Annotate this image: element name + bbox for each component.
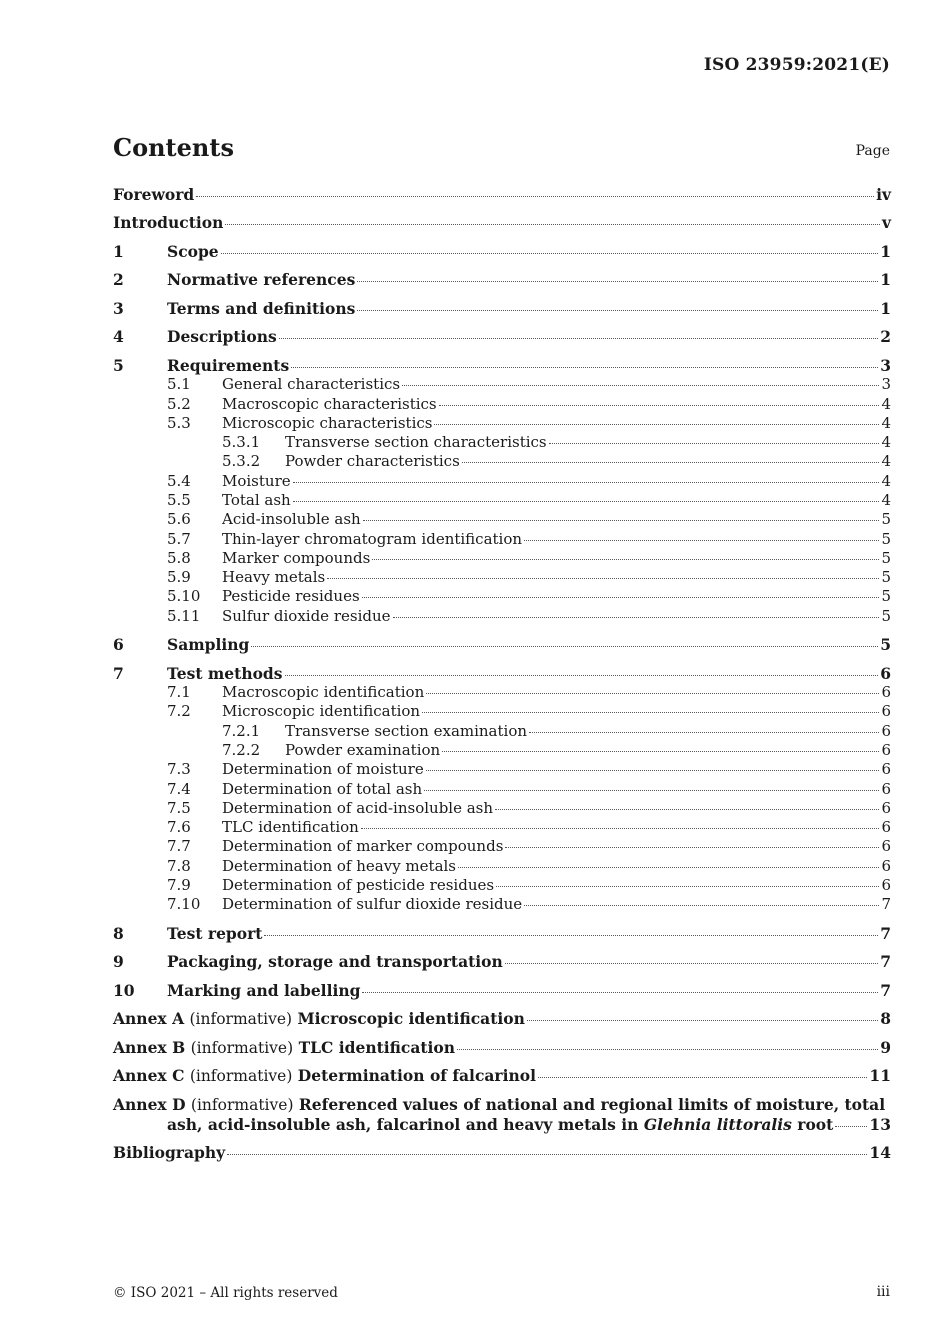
annex-title-line-2a: ash, acid-insoluble ash, falcarinol and heavy metals in (167, 1114, 639, 1134)
toc-title: Bibliography (113, 1143, 226, 1163)
toc-page: 6 (881, 818, 891, 837)
toc-page: 6 (881, 760, 891, 779)
toc-page: 11 (869, 1066, 891, 1086)
toc-page: 5 (881, 529, 891, 548)
dot-leader (496, 885, 879, 887)
toc-number: 7.9 (167, 876, 191, 894)
toc-entry-5-3-2[interactable] (113, 452, 891, 471)
toc-entry-5-8[interactable] (113, 549, 891, 568)
toc-entry-scope[interactable] (113, 242, 891, 261)
toc-page: 4 (881, 490, 891, 509)
toc-page: iv (876, 185, 891, 204)
toc-entry-5-11[interactable] (113, 607, 891, 626)
toc-page: 7 (880, 980, 891, 1000)
toc-title: Determination of heavy metals (222, 856, 457, 875)
annex-label: Annex D (113, 1094, 186, 1114)
dot-leader (457, 1048, 878, 1050)
dot-leader (538, 1076, 867, 1078)
toc-page: 6 (880, 663, 891, 683)
species-name: Glehnia littoralis (643, 1114, 792, 1134)
toc-title: Macroscopic characteristics (222, 394, 437, 413)
toc-page: 1 (880, 270, 891, 290)
dot-leader (291, 366, 878, 368)
toc-title: Acid-insoluble ash (222, 510, 361, 529)
toc-page: 7 (880, 952, 891, 972)
toc-title: Determination of sulfur dioxide residue (222, 895, 523, 914)
toc-entry-7-9[interactable] (113, 876, 891, 895)
toc-page: 14 (869, 1143, 891, 1163)
toc-number: 5.1 (167, 375, 191, 394)
toc-number: 5.10 (167, 587, 201, 606)
toc-number: 6 (113, 635, 124, 655)
toc-page: 6 (881, 837, 891, 856)
toc-entry-packaging[interactable] (113, 952, 891, 971)
toc-title: Macroscopic identification (222, 683, 425, 702)
dot-leader (402, 384, 879, 386)
toc-number: 7 (113, 663, 124, 683)
annex-title: Determination of falcarinol (297, 1066, 536, 1086)
toc-title: Determination of total ash (222, 779, 423, 798)
toc-entry-7-7[interactable] (113, 837, 891, 856)
dot-leader (505, 846, 879, 848)
dot-leader (357, 309, 878, 311)
toc-entry-5-4[interactable] (113, 472, 891, 491)
dot-leader (264, 934, 878, 936)
toc-entry-7-10[interactable] (113, 895, 891, 914)
dot-leader (426, 692, 879, 694)
toc-entry-terms-and-definitions[interactable] (113, 299, 891, 318)
annex-kind: (informative) (190, 1038, 294, 1057)
toc-page: 5 (880, 635, 891, 655)
table-of-contents (113, 185, 891, 1163)
toc-entry-7-2-2[interactable] (113, 741, 891, 760)
annex-d-line-2 (113, 1115, 891, 1134)
toc-page: 5 (881, 568, 891, 587)
toc-title: Test methods (167, 663, 283, 683)
toc-entry-requirements[interactable] (113, 356, 891, 375)
dot-leader (835, 1125, 867, 1127)
dot-leader (227, 1153, 867, 1155)
toc-page: 4 (881, 394, 891, 413)
dot-leader (327, 577, 879, 579)
dot-leader (434, 423, 879, 425)
toc-entry-normative-references[interactable] (113, 270, 891, 289)
toc-title: Foreword (113, 185, 195, 204)
annex-kind: (informative) (189, 1010, 293, 1029)
dot-leader (458, 866, 879, 868)
dot-leader (439, 404, 880, 406)
toc-title: Introduction (113, 213, 224, 233)
annex-title-line-2b: root (797, 1114, 834, 1134)
toc-page: 5 (881, 510, 891, 529)
toc-number: 5.5 (167, 490, 191, 509)
toc-title: Microscopic identification (222, 702, 421, 721)
dot-leader (251, 645, 878, 647)
toc-title: Determination of acid-insoluble ash (222, 798, 494, 817)
dot-leader (505, 962, 878, 964)
toc-entry-annex-b[interactable] (113, 1038, 891, 1057)
toc-title: Pesticide residues (222, 587, 360, 606)
toc-number: 7.1 (167, 683, 191, 702)
dot-leader (393, 616, 880, 618)
toc-entry-7-3[interactable] (113, 760, 891, 779)
toc-title: Transverse section characteristics (285, 433, 547, 452)
toc-number: 3 (113, 298, 124, 318)
dot-leader (225, 223, 880, 225)
toc-page: 4 (881, 471, 891, 490)
toc-page: 6 (881, 856, 891, 875)
dot-leader (363, 519, 880, 521)
toc-entry-5-7[interactable] (113, 530, 891, 549)
toc-title: Requirements (167, 355, 290, 375)
toc-number: 7.10 (167, 895, 201, 914)
annex-label: Annex A (113, 1009, 185, 1029)
dot-leader (524, 904, 879, 906)
toc-page: 6 (881, 740, 891, 759)
toc-number: 5.11 (167, 606, 201, 625)
page-number: iii (876, 1284, 890, 1300)
toc-page: 13 (869, 1114, 891, 1134)
toc-page: 3 (881, 375, 891, 394)
toc-title: Terms and definitions (167, 298, 356, 318)
toc-page: 5 (881, 606, 891, 625)
toc-title: Scope (167, 241, 219, 261)
toc-page: 6 (881, 779, 891, 798)
dot-leader (362, 596, 880, 598)
toc-page: 9 (880, 1037, 891, 1057)
toc-number: 5 (113, 355, 124, 375)
copyright-notice: © ISO 2021 – All rights reserved (113, 1285, 338, 1301)
toc-title: Powder examination (285, 740, 441, 759)
toc-entry-7-2[interactable] (113, 702, 891, 721)
toc-entry-annex-c[interactable] (113, 1066, 891, 1085)
toc-page: 7 (881, 895, 891, 914)
dot-leader (524, 539, 879, 541)
toc-number: 7.2.1 (222, 721, 261, 740)
toc-title: General characteristics (222, 375, 401, 394)
dot-leader (426, 769, 880, 771)
dot-leader (362, 991, 878, 993)
annex-title: TLC identification (298, 1037, 456, 1057)
dot-leader (527, 1019, 878, 1021)
dot-leader (372, 558, 879, 560)
annex-kind: (informative) (189, 1067, 293, 1086)
toc-title: Moisture (222, 471, 291, 490)
toc-title (113, 1066, 536, 1086)
annex-kind: (informative) (190, 1095, 294, 1114)
toc-number: 7.7 (167, 837, 191, 856)
toc-page: v (881, 213, 891, 233)
dot-leader (495, 808, 879, 810)
toc-page: 6 (881, 702, 891, 721)
toc-number: 10 (113, 980, 135, 1000)
toc-number: 5.4 (167, 471, 191, 490)
toc-entry-7-2-1[interactable] (113, 722, 891, 741)
toc-number: 5.3.2 (222, 452, 261, 471)
toc-number: 5.9 (167, 568, 191, 587)
toc-title: Sulfur dioxide residue (222, 606, 391, 625)
toc-number: 7.5 (167, 798, 191, 817)
toc-entry-5-6[interactable] (113, 510, 891, 529)
toc-number: 9 (113, 952, 124, 972)
annex-title-line-1: Referenced values of national and regional limits of moisture, total (298, 1094, 886, 1114)
toc-entry-test-methods[interactable] (113, 664, 891, 683)
toc-entry-foreword[interactable] (113, 185, 891, 204)
toc-number: 8 (113, 923, 124, 943)
toc-page: 8 (880, 1009, 891, 1029)
toc-number: 5.8 (167, 548, 191, 567)
toc-page: 6 (881, 798, 891, 817)
toc-number: 5.3 (167, 413, 191, 432)
toc-entry-5-1[interactable] (113, 375, 891, 394)
annex-label: Annex C (113, 1066, 185, 1086)
toc-page: 4 (881, 413, 891, 432)
toc-page: 1 (880, 241, 891, 261)
dot-leader (549, 442, 880, 444)
toc-page: 4 (881, 433, 891, 452)
toc-title: Packaging, storage and transportation (167, 952, 503, 972)
contents-title: Contents (113, 133, 234, 162)
toc-entry-7-8[interactable] (113, 857, 891, 876)
dot-leader (361, 827, 880, 829)
toc-number: 1 (113, 241, 124, 261)
dot-leader (221, 252, 879, 254)
toc-page: 6 (881, 721, 891, 740)
dot-leader (285, 674, 879, 676)
page-column-label: Page (855, 143, 890, 159)
dot-leader (357, 280, 878, 282)
toc-title: Heavy metals (222, 568, 326, 587)
standard-designation: ISO 23959:2021(E) (703, 55, 890, 75)
toc-title: Transverse section examination (285, 721, 528, 740)
toc-number: 7.2 (167, 702, 191, 721)
toc-entry-test-report[interactable] (113, 924, 891, 943)
annex-label: Annex B (113, 1037, 186, 1057)
toc-number: 4 (113, 327, 124, 347)
toc-page: 4 (881, 452, 891, 471)
toc-entry-5-2[interactable] (113, 395, 891, 414)
toc-number: 7.8 (167, 856, 191, 875)
toc-number: 2 (113, 270, 124, 290)
dot-leader (293, 500, 880, 502)
annex-d-line-1 (113, 1095, 891, 1115)
dot-leader (529, 731, 879, 733)
toc-title: Thin-layer chromatogram identification (222, 529, 523, 548)
toc-page: 2 (880, 327, 891, 347)
toc-entry-descriptions[interactable] (113, 327, 891, 346)
toc-title: Determination of moisture (222, 760, 424, 779)
toc-entry-5-3[interactable] (113, 414, 891, 433)
toc-number: 5.6 (167, 510, 191, 529)
toc-entry-7-5[interactable] (113, 799, 891, 818)
toc-title: Marking and labelling (167, 980, 361, 1000)
toc-entry-introduction[interactable] (113, 213, 891, 232)
annex-title: Microscopic identification (297, 1009, 525, 1029)
toc-entry-5-9[interactable] (113, 568, 891, 587)
toc-entry-annex-d[interactable] (113, 1095, 891, 1135)
toc-page: 1 (880, 298, 891, 318)
toc-page: 5 (881, 587, 891, 606)
toc-number: 7.6 (167, 818, 191, 837)
toc-title: Microscopic characteristics (222, 413, 433, 432)
toc-page: 6 (881, 876, 891, 894)
toc-title: Total ash (222, 490, 291, 509)
toc-entry-5-5[interactable] (113, 491, 891, 510)
toc-title: Sampling (167, 635, 250, 655)
toc-title (167, 1115, 833, 1134)
toc-title (113, 1009, 525, 1029)
dot-leader (424, 789, 879, 791)
toc-title: Powder characteristics (285, 452, 460, 471)
toc-title: TLC identification (222, 818, 359, 837)
toc-number: 7.2.2 (222, 740, 261, 759)
toc-number: 7.4 (167, 779, 191, 798)
dot-leader (462, 461, 880, 463)
toc-page: 3 (880, 355, 891, 375)
toc-page: 7 (880, 923, 891, 943)
toc-entry-5-10[interactable] (113, 587, 891, 606)
toc-entry-7-4[interactable] (113, 780, 891, 799)
toc-entry-7-1[interactable] (113, 683, 891, 702)
toc-title: Normative references (167, 270, 356, 290)
toc-title (113, 1038, 455, 1058)
toc-number: 5.7 (167, 529, 191, 548)
toc-title: Test report (167, 923, 263, 943)
toc-entry-marking[interactable] (113, 981, 891, 1000)
dot-leader (196, 195, 874, 197)
dot-leader (422, 711, 879, 713)
toc-page: 5 (881, 548, 891, 567)
dot-leader (442, 750, 879, 752)
toc-title: Descriptions (167, 327, 277, 347)
toc-entry-bibliography[interactable] (113, 1143, 891, 1162)
toc-page: 6 (881, 683, 891, 702)
dot-leader (279, 337, 878, 339)
dot-leader (293, 481, 880, 483)
toc-title: Determination of marker compounds (222, 837, 504, 856)
toc-title: Determination of pesticide residues (222, 876, 495, 894)
toc-entry-7-6[interactable] (113, 818, 891, 837)
toc-entry-5-3-1[interactable] (113, 433, 891, 452)
toc-title: Marker compounds (222, 548, 371, 567)
toc-entry-annex-a[interactable] (113, 1009, 891, 1028)
toc-entry-sampling[interactable] (113, 635, 891, 654)
toc-number: 7.3 (167, 760, 191, 779)
toc-number: 5.2 (167, 394, 191, 413)
toc-number: 5.3.1 (222, 433, 261, 452)
